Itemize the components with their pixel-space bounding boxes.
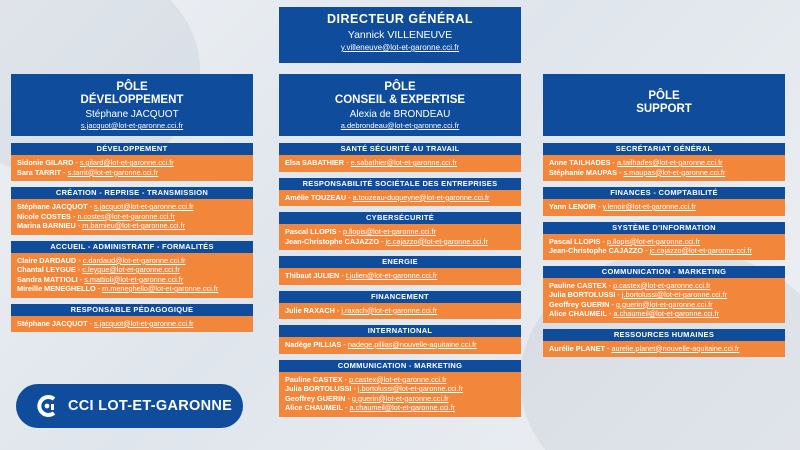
person-email[interactable]: a.tailhades@lot-et-garonne.cci.fr xyxy=(616,158,723,167)
director-box xyxy=(279,7,521,63)
person-name: Amélie TOUZEAU xyxy=(285,192,347,202)
section-body xyxy=(279,155,521,172)
person-email[interactable]: n.costes@lot-et-garonne.cci.fr xyxy=(77,211,175,221)
person-row xyxy=(285,384,515,394)
person-row xyxy=(549,237,779,247)
separator: - xyxy=(75,221,83,230)
person-name: Julie RAXACH xyxy=(285,305,335,315)
separator: - xyxy=(76,255,83,265)
person-email[interactable]: p.castex@lot-et-garonne.cci.fr xyxy=(613,280,711,290)
person-row xyxy=(17,168,247,178)
person-row xyxy=(17,158,247,168)
pole-header-support xyxy=(543,74,785,136)
section xyxy=(543,143,785,181)
person-name: Sidonie GILARD xyxy=(17,158,74,167)
person-name: Alice CHAUMEIL xyxy=(549,309,607,318)
separator: - xyxy=(345,393,352,403)
person-email[interactable]: nadege.pillias@nouvelle-aquitaine.cci.fr xyxy=(347,340,477,349)
section xyxy=(11,143,253,181)
section-body xyxy=(279,190,521,207)
person-email[interactable]: aurelie.planet@nouvelle-aquitaine.cci.fr xyxy=(611,343,740,353)
person-name: Geoffrey GUERIN xyxy=(549,299,610,309)
cci-logo-badge xyxy=(16,384,243,428)
person-name: Pauline CASTEX xyxy=(285,374,343,384)
person-row xyxy=(285,227,515,237)
section-title: ENERGIE xyxy=(279,256,521,268)
separator: - xyxy=(609,299,616,309)
section-body xyxy=(543,278,785,323)
person-row xyxy=(549,168,779,178)
section xyxy=(11,241,253,298)
section-body xyxy=(11,253,253,298)
person-row xyxy=(549,300,779,310)
pole-label: PÔLE xyxy=(384,81,416,93)
cci-logo-text: CCI LOT-ET-GARONNE xyxy=(68,398,233,414)
director-title: DIRECTEUR GÉNÉRAL xyxy=(326,12,473,26)
pole-title: SUPPORT xyxy=(636,103,692,115)
separator: - xyxy=(342,374,350,384)
person-row xyxy=(549,246,779,256)
person-name: Alice CHAUMEIL xyxy=(285,403,343,412)
section-body xyxy=(279,268,521,285)
separator: - xyxy=(339,271,346,280)
section xyxy=(279,256,521,285)
column-support xyxy=(543,143,785,363)
person-name: Julia BORTOLUSSI xyxy=(285,384,352,393)
section-title: ACCUEIL - ADMINISTRATIF - FORMALITÉS xyxy=(11,241,253,253)
person-name: Geoffrey GUERIN xyxy=(285,393,346,403)
person-email[interactable]: a.chaumeil@lot-et-garonne.cci.fr xyxy=(613,309,720,318)
separator: - xyxy=(351,384,358,393)
pole-header-conseil xyxy=(279,74,521,136)
person-row xyxy=(285,193,515,203)
pole-header-developpement xyxy=(11,74,253,136)
section xyxy=(279,212,521,250)
person-row xyxy=(285,375,515,385)
pole-manager-email[interactable]: s.jacquot@lot-et-garonne.cci.fr xyxy=(80,121,184,130)
person-row xyxy=(17,265,247,275)
person-row xyxy=(549,344,779,354)
person-name: Sandra MATTIOLI xyxy=(17,274,78,284)
person-email[interactable]: a.chaumeil@lot-et-garonne.cci.fr xyxy=(349,403,456,412)
person-name: Mireille MENEGHELLO xyxy=(17,284,96,293)
pole-label: PÔLE xyxy=(116,81,148,93)
section-title: RESSOURCES HUMAINES xyxy=(543,329,785,341)
section-title: CYBERSÉCURITÉ xyxy=(279,212,521,224)
section-title: FINANCEMENT xyxy=(279,291,521,303)
person-email[interactable]: jc.cajazzo@lot-et-garonne.cci.fr xyxy=(649,246,752,255)
separator: - xyxy=(346,192,353,202)
person-email[interactable]: j.raxach@lot-et-garonne.cci.fr xyxy=(341,305,438,315)
separator: - xyxy=(606,280,614,290)
separator: - xyxy=(334,305,342,315)
separator: - xyxy=(336,227,344,236)
section-body xyxy=(543,199,785,216)
person-email[interactable]: a.touzeau-duqueyne@lot-et-garonne.cci.fr xyxy=(352,192,490,202)
section xyxy=(279,360,521,417)
person-row xyxy=(549,281,779,291)
person-email[interactable]: p.llopis@lot-et-garonne.cci.fr xyxy=(607,236,700,246)
director-name: Yannick VILLENEUVE xyxy=(347,29,453,41)
section-body xyxy=(543,341,785,358)
separator: - xyxy=(77,274,85,284)
separator: - xyxy=(87,202,95,211)
section-title: COMMUNICATION - MARKETING xyxy=(543,266,785,278)
person-name: Stéphane JACQUOT xyxy=(17,202,88,211)
person-email[interactable]: j.bortolussi@lot-et-garonne.cci.fr xyxy=(357,384,464,393)
column-conseil xyxy=(279,143,521,423)
person-row xyxy=(285,271,515,281)
section-body xyxy=(11,199,253,235)
person-row xyxy=(285,237,515,247)
person-row xyxy=(285,394,515,404)
person-email[interactable]: s.gilard@lot-et-garonne.cci.fr xyxy=(79,158,174,167)
section xyxy=(543,266,785,323)
section-title: RESPONSABLE PÉDAGOGIQUE xyxy=(11,304,253,316)
person-name: Aurélie PLANET xyxy=(549,343,605,353)
person-email[interactable]: g.guerin@lot-et-garonne.cci.fr xyxy=(351,393,449,403)
person-name: Stéphanie MAUPAS xyxy=(549,167,617,177)
section-title: SYSTÈME D'INFORMATION xyxy=(543,222,785,234)
person-email[interactable]: s.mattioli@lot-et-garonne.cci.fr xyxy=(84,274,184,284)
section-title: DÉVELOPPEMENT xyxy=(11,143,253,155)
person-email[interactable]: m.barnieu@lot-et-garonne.cci.fr xyxy=(82,221,186,230)
section-body xyxy=(279,337,521,354)
section xyxy=(543,187,785,216)
section xyxy=(279,178,521,207)
person-name: Pascal LLOPIS xyxy=(285,227,337,236)
person-name: Thibaut JULIEN xyxy=(285,271,340,280)
person-name: Nadège PILLIAS xyxy=(285,340,342,349)
person-row xyxy=(549,202,779,212)
person-email[interactable]: g.guerin@lot-et-garonne.cci.fr xyxy=(615,299,713,309)
person-row xyxy=(17,221,247,231)
section xyxy=(279,291,521,320)
person-row xyxy=(549,158,779,168)
person-row xyxy=(17,202,247,212)
separator: - xyxy=(616,167,624,177)
separator: - xyxy=(600,236,608,246)
separator: - xyxy=(70,211,78,221)
person-email[interactable]: p.llopis@lot-et-garonne.cci.fr xyxy=(343,227,436,236)
section xyxy=(11,304,253,333)
separator: - xyxy=(341,340,348,349)
pole-title: CONSEIL & EXPERTISE xyxy=(334,94,466,106)
column-developpement xyxy=(11,143,253,338)
person-row xyxy=(549,290,779,300)
section-body xyxy=(543,155,785,181)
person-email[interactable]: s.jacquot@lot-et-garonne.cci.fr xyxy=(94,318,194,328)
section-body xyxy=(279,303,521,320)
person-row xyxy=(285,158,515,168)
separator: - xyxy=(87,318,95,328)
separator: - xyxy=(610,158,617,167)
section-title: FINANCES - COMPTABILITÉ xyxy=(543,187,785,199)
person-email[interactable]: s.maupas@lot-et-garonne.cci.fr xyxy=(623,167,726,177)
person-name: Nicole COSTES xyxy=(17,211,71,221)
person-name: Jean-Christophe CAJAZZO xyxy=(549,246,644,255)
person-email[interactable]: s.tarrit@lot-et-garonne.cci.fr xyxy=(67,167,159,177)
person-name: Yann LENOIR xyxy=(549,202,597,211)
section-body xyxy=(11,316,253,333)
pole-label: PÔLE xyxy=(648,90,680,102)
person-row xyxy=(17,256,247,266)
person-email[interactable]: j.bortolussi@lot-et-garonne.cci.fr xyxy=(621,290,728,299)
separator: - xyxy=(604,343,612,353)
person-name: Stéphane JACQUOT xyxy=(17,318,88,328)
person-email[interactable]: t.julien@lot-et-garonne.cci.fr xyxy=(345,271,438,280)
person-name: Chantal LEYGUE xyxy=(17,265,76,274)
section-body xyxy=(279,224,521,250)
person-name: Marina BARNIEU xyxy=(17,221,76,230)
pole-manager-email[interactable]: a.debrondeau@lot-et-garonne.cci.fr xyxy=(340,121,460,130)
separator: - xyxy=(75,265,83,274)
person-name: Pascal LLOPIS xyxy=(549,236,601,246)
section xyxy=(543,222,785,260)
pole-manager-name: Stéphane JACQUOT xyxy=(85,109,179,120)
person-row xyxy=(285,403,515,413)
separator: - xyxy=(61,167,68,177)
pole-manager-name: Alexia de BRONDEAU xyxy=(349,109,451,120)
cci-logo-icon xyxy=(34,393,60,419)
director-email[interactable]: y.villeneuve@lot-et-garonne.cci.fr xyxy=(340,43,460,52)
person-row xyxy=(17,284,247,294)
pole-title: DÉVELOPPEMENT xyxy=(80,94,184,106)
person-email[interactable]: s.jacquot@lot-et-garonne.cci.fr xyxy=(94,202,194,211)
section xyxy=(543,329,785,358)
separator: - xyxy=(342,403,350,412)
person-email[interactable]: p.castex@lot-et-garonne.cci.fr xyxy=(349,374,447,384)
person-name: Elsa SABATHIER xyxy=(285,158,345,167)
person-row xyxy=(17,319,247,329)
section xyxy=(279,325,521,354)
person-name: Sara TARRIT xyxy=(17,167,62,177)
section-title: SECRÉTARIAT GÉNÉRAL xyxy=(543,143,785,155)
section-title: INTERNATIONAL xyxy=(279,325,521,337)
section xyxy=(11,187,253,235)
section-title: CRÉATION - REPRISE - TRANSMISSION xyxy=(11,187,253,199)
person-name: Claire DARDAUD xyxy=(17,255,77,265)
person-name: Jean-Christophe CAJAZZO xyxy=(285,236,380,246)
person-email[interactable]: c.dardaud@lot-et-garonne.cci.fr xyxy=(82,255,186,265)
person-email[interactable]: c.leygue@lot-et-garonne.cci.fr xyxy=(82,265,180,274)
section-body xyxy=(543,234,785,260)
person-name: Anne TAILHADES xyxy=(549,158,611,167)
separator: - xyxy=(344,158,351,167)
separator: - xyxy=(596,202,603,211)
section-title: RESPONSABILITÉ SOCIÉTALE DES ENTREPRISES xyxy=(279,178,521,190)
person-row xyxy=(17,212,247,222)
person-row xyxy=(17,275,247,285)
section-body xyxy=(279,372,521,417)
section-title: COMMUNICATION - MARKETING xyxy=(279,360,521,372)
person-row xyxy=(549,309,779,319)
separator: - xyxy=(606,309,614,318)
person-name: Julia BORTOLUSSI xyxy=(549,290,616,299)
person-email[interactable]: e.sabathier@lot-et-garonne.cci.fr xyxy=(350,158,457,167)
separator: - xyxy=(73,158,80,167)
section xyxy=(279,143,521,172)
person-email[interactable]: jc.cajazzo@lot-et-garonne.cci.fr xyxy=(385,236,488,246)
separator: - xyxy=(95,284,103,293)
person-email[interactable]: y.lenoir@lot-et-garonne.cci.fr xyxy=(602,202,696,211)
section-title: SANTÉ SÉCURITÉ AU TRAVAIL xyxy=(279,143,521,155)
person-email[interactable]: m.meneghello@lot-et-garonne.cci.fr xyxy=(102,284,219,293)
person-row xyxy=(285,340,515,350)
separator: - xyxy=(379,236,386,246)
section-body xyxy=(11,155,253,181)
person-row xyxy=(285,306,515,316)
person-name: Pauline CASTEX xyxy=(549,280,607,290)
separator: - xyxy=(615,290,622,299)
separator: - xyxy=(643,246,650,255)
